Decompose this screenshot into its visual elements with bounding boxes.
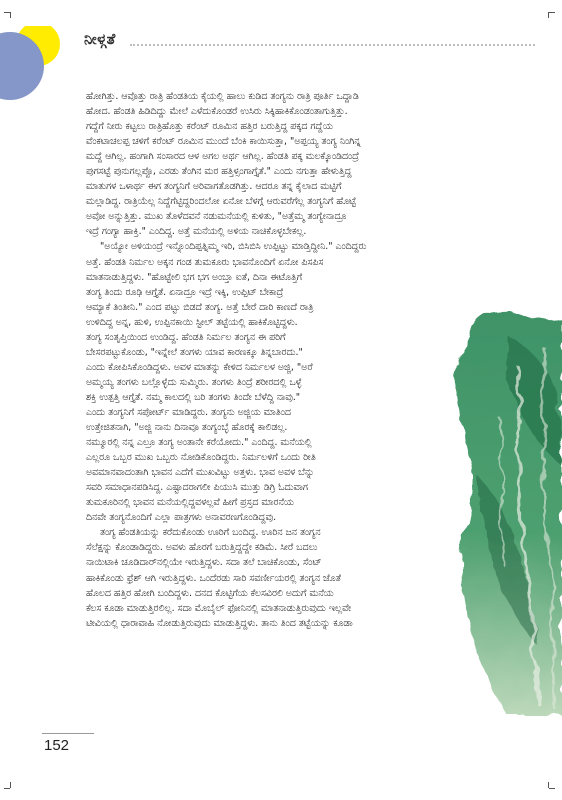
text-line: ತಂಗ್ಯ ಸಂತೃಪ್ತಿಯಿಂದ ಉಂಡಿದ್ದ. ಹೆಂಡತಿ ನಿರ್ಮಲ ತಂಗ್ಯನ ಈ ಪರಿಗೆ — [86, 331, 286, 343]
crop-mark — [4, 12, 10, 13]
text-line: ಮದ್ದೆ ಆಗಿಲ್ಲ. ಹಂಗಾಗಿ ಸಂಸಾರದ ಆಳ ಅಗಲ ಅರ್ಥ ಆಗಿಲ್ಲ. ಹೆಂಡತಿ ಪಕ್ಕ ಮಲಕ್ಕೊಂಡಿದಂದ್ರೆ — [86, 151, 360, 163]
text-line: ಬೇಸರಪಟ್ಟುಕೊಂಡು, "ಇನ್ನೇಲೆ ತಂಗಳು ಯಾವ ಕಾರಣಕ್ಕೂ ತಿನ್ನಬಾರದು." — [86, 346, 303, 358]
text-line: ಗದ್ದೆಗೆ ನೀರು ಕಟ್ಟಲು ರಾತ್ರಿಹೊತ್ತು ಕರೆಂಟ್ ರೂಮಿನ ಹತ್ತಿರ ಬರುತ್ತಿದ್ದ ಪಕ್ಕದ ಗದ್ದೆಯ — [86, 121, 333, 133]
text-line: ತುಮಕೂರಿನಲ್ಲಿ ಭಾವನ ಮನೆಯಲ್ಲಿದ್ದವಳಲ್ಲವೆ ಹೀಗೆ ಪ್ರಸ್ತದ ಮಾರನೆಯ — [86, 497, 294, 509]
text-line: ಶಕ್ತಿ ಉತ್ಪತ್ತಿ ಆಗ್ತೈತೆ. ನಮ್ಮ ಕಾಲದಲ್ಲಿ ಬರಿ ತಂಗಳು ತಿಂದೇ ಬೆಳೆದ್ದಿ ನಾವು." — [86, 391, 301, 403]
text-line: ಟೀವಿಯಲ್ಲಿ ಧಾರಾವಾಹಿ ನೋಡುತ್ತಿರುವುದು ಮಾಡುತ್ತಿದ್ದಳು. ತಾನು ತಿಂದ ತಟ್ಟೆಯನ್ನು ಕೂಡಾ — [86, 617, 353, 629]
text-line: ಅವೋ ಅನ್ನುತ್ತಿತ್ತು. ಮುಖ ತೊಳೆದವನೆ ನಡುಮನೆಯಲ್ಲಿ ಕುಳಿತು, "ಅತ್ತೆಮ್ಮ ತಂಗ್ಯೇನಾದ್ರೂ — [86, 211, 347, 223]
text-line: ಉತ್ತೇಜಿತನಾಗಿ, "ಅಜ್ಜಿ ನಾನು ದಿನಾವೂ ತಂಗ್ಯಂಬ್ಳೆ ಹೊರಕ್ಕೆ ಕಾಲಿಡಲ್ಲ. — [86, 422, 288, 434]
text-line: ಆಮ್ಯಾಕೆ ತಿಂತೀನಿ." ಎಂದ ಪಟ್ಟು ಬಿಡದೆ ತಂಗ್ಯ. ಅತ್ತೆ ಬೇರೆ ದಾರಿ ಕಾಣದೆ ರಾತ್ರಿ — [86, 301, 314, 313]
text-line: ಹೋಗಿತ್ತು. ಆವೊತ್ತು ರಾತ್ರಿ ಹೆಂಡತಿಯ ಕೈಯಲ್ಲಿ ಹಾಲು ಕುಡಿದ ತಂಗ್ಯನು ರಾತ್ರಿ ಪೂರ್ತಿ ಒದ್ದಾಡಿ — [86, 91, 359, 102]
text-line: ಅವಮಾನವಾದಂತಾಗಿ ಭಾವನ ಎದೆಗೆ ಮುಖವಿಟ್ಟು ಅತ್ತಳು. ಭಾವ ಅವಳ ಬೆನ್ನು — [86, 467, 315, 479]
text-line: ಹಾಕಿಕೊಂಡು ಫ್ರೆಶ್ ಆಗಿ ಇರುತ್ತಿದ್ದಳು. ಒಂದೆರಡು ಸಾರಿ ಸವರ್ಣೀಯರಲ್ಲಿ ತಂಗ್ಯನ ಜೊತೆ — [86, 572, 341, 584]
text-line: ಹೊಲದ ಹತ್ತಿರ ಹೋಗಿ ಬಂದಿದ್ದಳು. ದನದ ಕೊಟ್ಟಿಗೆಯ ಕೆಲಸವಿರಲಿ ಅದುಗೆ ಮನೆಯ — [86, 587, 334, 599]
text-line: ನಾಯಿಟಾಕಿ ಚೂಡಿದಾರ್‌ನಲ್ಲಿಯೇ ಇರುತ್ತಿದ್ದಳು. ಸದಾ ತಲೆ ಬಾಚಿಕೊಂಡು, ಸೆಂಟ್ — [86, 557, 322, 569]
text-line: ವೆಂಕಟಾಚಲಪ್ಪ ಚಳಿಗೆ ಕರೆಂಟ್ ರೂಮಿನ ಮುಂದೆ ಬೆಂಕಿ ಕಾಯಿಸುತ್ತಾ, "ಅಪ್ಪಯ್ಯ ತಂಗ್ಯ ನಿಂಗಿನ್ನ — [86, 136, 361, 148]
text-line: ಅತ್ತೆ. ಹೆಂಡತಿ ನಿರ್ಮಲ ಅಕ್ಕನ ಗಂಡ ತುಮಕೂರು ಭಾವನೊಂದಿಗೆ ಏನೋ ಪಿಸಪಿಸ — [86, 256, 324, 268]
text-line: ಸೆಲೆಕ್ಷನ್ನು ಕೊಂಡಾಡಿದ್ದರು. ಅವಳು ಹೊರಗೆ ಬರುತ್ತಿದ್ದದ್ದೇ ಕಡಿಮೆ. ಸೀರೆ ಬದಲು — [86, 542, 318, 554]
text-line: ದಿನವೇ ತಂಗ್ಯನೊಂದಿಗೆ ಎಲ್ಲಾ ಪಾತ್ರಗಳು ಅನಾವರಣಗೊಂಡಿದ್ದವು. — [86, 512, 277, 524]
text-line: ನಮ್ಮೂರಲ್ಲಿ ನನ್ನ ಎಲ್ರೂ ತಂಗ್ಯ ಅಂತಾನೇ ಕರೆಯೋದು." ಎಂದಿದ್ದ. ಮನೆಯಲ್ಲಿ — [86, 437, 312, 449]
crop-mark — [10, 782, 11, 788]
text-line: "ಅಯ್ಯೋ ಅಳಿಯಂದ್ರೆ ಇನ್ನೊಂದಿಪ್ಪತ್ನಿಮ್ಮ ಇರಿ, ಬಿಸಿಬಿಸಿ ಉಪ್ಪಿಟ್ಟು ಮಾಡ್ತಿದ್ದೀನಿ." ಎಂದಿದ್ದರು — [100, 241, 367, 253]
crop-mark — [4, 788, 10, 789]
text-line: ಎಂದು ಕೋಪಿಸಿಕೊಂಡಿದ್ದಳು. ಅವಳ ಮಾತನ್ನು ಕೇಳಿದ ನಿರ್ಮಲಳ ಅಜ್ಜಿ, "ಅರೆ — [86, 361, 313, 373]
text-line: ಎಲ್ಲರೂ ಒಬ್ಬರ ಮುಖ ಒಬ್ಬರು ನೋಡಿಕೊಂಡಿದ್ದರು. ನಿರ್ಮಲಳಿಗೆ ಒಂದು ರೀತಿ — [86, 452, 316, 464]
text-line: ಎಂದು ತಂಗ್ಯನಿಗೆ ಸಪೋರ್ಟ್ ಮಾಡಿದ್ದರು. ತಂಗ್ಯನು ಅಜ್ಜಿಯ ಮಾತಿಂದ — [86, 406, 291, 418]
page-number: 152 — [44, 737, 70, 754]
text-line: ಇದ್ರೆ ಗಂಗ್ಯಾ ಹಾಕ್ತಿ." ಎಂದಿದ್ದ. ಅತ್ತೆ ಮನೆಯಲ್ಲಿ ಅಳಿಯ ನಾಚಿಕೊಳ್ಳಬೇಕಲ್ಲ. — [86, 226, 307, 238]
text-line: ಹೋದ. ಹೆಂಡತಿ ಹಿಡಿದಿದ್ದು ಮೇಲೆ ಎಳೆದುಕೊಂಡರೆ ಉಸಿರು ಸಿಕ್ಕಿಹಾಕಿಕೊಂಡಂತಾಗುತ್ತಿತ್ತು. — [86, 106, 348, 118]
crop-mark — [10, 12, 11, 18]
text-line: ತಂಗ್ಯ ಹೆಂಡತಿಯನ್ನು ಕರೆದುಕೊಂಡು ಊರಿಗೆ ಬಂದಿದ್ದ. ಊರಿನ ಜನ ತಂಗ್ಯನ — [100, 527, 321, 539]
text-line: ಮಾತುಗಳ ಒಳಾರ್ಥ ಈಗ ತಂಗ್ಯನಿಗೆ ಅರಿವಾಗತೊಡಗಿತ್ತು. ಆದರೂ ತನ್ನ ಕೈಲಾದ ಮಟ್ಟಿಗೆ — [86, 181, 342, 193]
text-line: ಮಲ್ಲಾಡಿದ್ದ. ರಾತ್ರಿಯೆಲ್ಲ ನಿದ್ದೆಗೆಟ್ಟಿದ್ದರಿಂದಲೋ ಏನೋ ಬೆಳಗ್ಗೆ ಆರುವರೆಗೆಲ್ಲ ತಂಗ್ಯನಿಗೆ ಹೊಟ್ಟೆ — [86, 196, 357, 208]
footer-rule — [42, 733, 94, 734]
text-line: ಮಾತನಾಡುತ್ತಿದ್ದಳು. "ಹೊಟ್ಟೇಲಿ ಭಗ ಭಗ ಅಂಬ್ತಾ ಐತೆ, ದಿನಾ ಈಟೊತ್ತಿಗೆ — [86, 271, 303, 283]
section-title: ನೀಳ್ಗತೆ — [84, 30, 116, 48]
crop-mark — [549, 12, 555, 13]
story-body — [86, 89, 504, 631]
crop-mark — [549, 788, 555, 789]
text-line: ಅಮ್ಮಯ್ಯ ತಂಗಳು ಬಲ್ಲೊಳ್ಳೆದು ಸುಮ್ಮಿರು. ತಂಗಳು ತಿಂದ್ರೆ ಶರೀರದಲ್ಲಿ ಒಳ್ಳೆ — [86, 376, 302, 388]
text-line: ತಂಗ್ಯ ತಿಂದು ರೂಢಿ ಆಗ್ತೈತೆ. ಏನಾದ್ರೂ ಇದ್ರೆ ಇಕ್ಕಿ, ಉಪ್ಪಿಟ್ ಬೇಕಾದ್ರೆ — [86, 286, 284, 298]
text-line: ಪುಗಸಟ್ಟೆ ಪುನುಗಲ್ಲಪ್ಪೊ, ಎರಡು ತೆಂಗಿನ ಮರ ಹತ್ತಿಳ್ಸಂಗಾಗ್ತೈತೆ." ಎಂದು ನಗುತ್ತಾ ಹೇಳುತ್ತಿದ್ದ — [86, 166, 352, 178]
text-line: ಉಳಿದಿದ್ದ ಅನ್ನ, ಹುಳಿ, ಉಪ್ಪಿನಕಾಯಿ ಸ್ಟೀಲ್ ತಟ್ಟೆಯಲ್ಲಿ ಹಾಕಿಕೊಟ್ಟಿದ್ದಳು. — [86, 316, 298, 328]
text-line: ಕೆಲಸ ಕೂಡಾ ಮಾಡುತ್ತಿರಲಿಲ್ಲ. ಸದಾ ಮೊಬೈಲ್ ಫೋನಿನಲ್ಲಿ ಮಾತನಾಡುತ್ತಿರುವುದು ಇಲ್ಲವೇ — [86, 602, 352, 614]
header-circles-decoration — [0, 26, 64, 110]
text-line: ಸವರಿ ಸಮಾಧಾನಪಡಿಸಿದ್ದ. ಎಷ್ಟಾದರಾಗಲೀ ಪಿಯುಸಿ ಮುತ್ತು ಡಿಗ್ರಿ ಓದುವಾಗ — [86, 482, 308, 494]
header-dotted-rule — [130, 44, 535, 46]
